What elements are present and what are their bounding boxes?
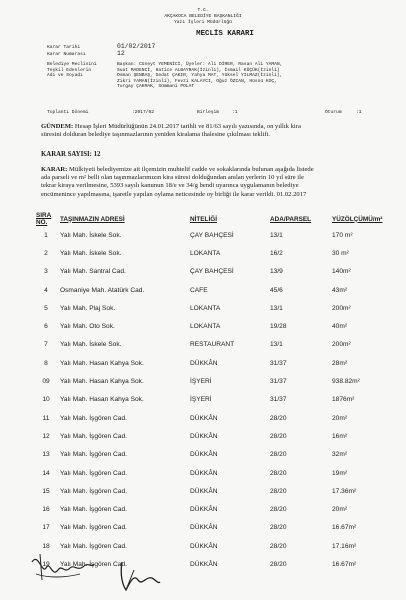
cell-yuzolcumu: 200m² bbox=[332, 341, 351, 349]
table-row bbox=[34, 226, 394, 244]
members-line: Suat MADENCİ, Hatice ALBAYRAK(İzinli), İsmail KÜÇÜK(İzinli) bbox=[117, 67, 280, 73]
karar-line: encümenince yapılmasına, işaretle yapılan oylama neticesinde oy birliği ile karar verildi. 01.02.2017 bbox=[41, 190, 307, 198]
header-adres: TAŞINMAZIN ADRESİ bbox=[60, 215, 125, 223]
meclis-labels bbox=[47, 62, 97, 79]
oturum-value: :1 bbox=[356, 110, 362, 115]
cell-adres: Osmaniye Mah. Atatürk Cad. bbox=[60, 286, 145, 294]
cell-sira-no: 15 bbox=[42, 487, 50, 495]
cell-ada-parsel: 28/20 bbox=[270, 469, 287, 477]
cell-ada-parsel: 31/37 bbox=[270, 359, 287, 367]
cell-adres: Yalı Mah. İşgören Cad. bbox=[60, 524, 127, 532]
members-line: Başkan: Cüneyt YEMENİCİ, Üyeler: Ali DİRER, Rasan Ali YAMAN, bbox=[117, 62, 283, 67]
meta-labels bbox=[47, 44, 86, 58]
meclis-label-2: Teşkil Edenlerin bbox=[47, 67, 92, 73]
cell-ada-parsel: 13/1 bbox=[270, 304, 283, 312]
cell-sira-no: 10 bbox=[42, 396, 50, 404]
cell-sira-no: 19 bbox=[42, 560, 50, 568]
table-row bbox=[34, 464, 394, 482]
toplanti-donemi-label: Toplantı Dönemi bbox=[47, 110, 89, 115]
cell-niteligi: DÜKKÂN bbox=[190, 487, 218, 495]
cell-adres: Yalı Mah. Santral Cad. bbox=[60, 268, 126, 276]
cell-ada-parsel: 13/9 bbox=[270, 268, 283, 276]
cell-adres: Yalı Mah. Hasan Kahya Sok. bbox=[60, 396, 144, 404]
cell-sira-no: 7 bbox=[44, 341, 48, 349]
cell-adres: Yalı Mah. İşgören Cad. bbox=[60, 432, 127, 440]
header-sira-no: SIRA NO. bbox=[36, 212, 52, 226]
karar-line: ada parseli ve m² belli olan taşınmazlarımızın kira süresi dolduğundan anılan yerlerin 10 yıl süre ile bbox=[41, 174, 304, 182]
cell-yuzolcumu: 19m² bbox=[332, 469, 348, 477]
birlesim-value: :1 bbox=[232, 110, 238, 115]
table-row bbox=[34, 427, 394, 445]
cell-ada-parsel: 28/20 bbox=[270, 432, 287, 440]
cell-niteligi: CAFE bbox=[190, 286, 208, 294]
cell-niteligi: LOKANTA bbox=[190, 304, 221, 312]
signature-right bbox=[116, 556, 162, 596]
cell-adres: Yalı Mah. İskele Sok. bbox=[60, 249, 122, 257]
table-row bbox=[34, 391, 394, 409]
cell-yuzolcumu: 200m² bbox=[332, 304, 351, 312]
cell-yuzolcumu: 170 m² bbox=[332, 231, 353, 239]
cell-adres: Yalı Mah. İskele Sok. bbox=[60, 231, 122, 239]
members-line: Turgay ÇAKMAK, Sümmani POLAT bbox=[117, 84, 195, 90]
toplanti-donemi-value: :2017/02 bbox=[132, 110, 155, 115]
cell-adres: Yalı Mah. İşgören Cad. bbox=[60, 542, 127, 550]
cell-ada-parsel: 16/2 bbox=[270, 249, 283, 257]
karar-sayisi: KARAR SAYISI: 12 bbox=[41, 151, 101, 158]
birlesim-label: Birleşim bbox=[197, 110, 220, 115]
gundem-line: Hesap İşleri Müdürlüğünün 24.01.2017 tarihli ve 81/63 sayılı yazısında, on yıllık kira bbox=[74, 123, 301, 130]
gundem-line: süresini dolduran belediye taşınmazlarının yeniden kiralama ihalesine çıkılması teklifi. bbox=[41, 131, 271, 139]
members-list bbox=[117, 62, 282, 90]
cell-ada-parsel: 45/6 bbox=[270, 286, 283, 294]
cell-niteligi: RESTAURANT bbox=[190, 341, 235, 349]
cell-sira-no: 16 bbox=[42, 506, 50, 514]
cell-ada-parsel: 19/28 bbox=[270, 323, 287, 331]
cell-ada-parsel: 28/20 bbox=[270, 451, 287, 459]
cell-yuzolcumu: 28m² bbox=[332, 359, 348, 367]
header-tc: T.C. bbox=[197, 8, 209, 13]
cell-adres: Yalı Mah. Plaj Sok. bbox=[60, 304, 116, 312]
cell-sira-no: 6 bbox=[44, 323, 48, 331]
header-municipality: AKÇAKOCA BELEDİYE BAŞKANLIĞI bbox=[164, 14, 242, 19]
cell-adres: Yalı Mah. İşgören Cad. bbox=[60, 506, 127, 514]
header-ada-parsel: ADA/PARSEL bbox=[270, 215, 312, 223]
table-row bbox=[34, 244, 394, 262]
cell-yuzolcumu: 16.67m² bbox=[332, 560, 357, 568]
cell-niteligi: DÜKKÂN bbox=[190, 542, 218, 550]
cell-sira-no: 11 bbox=[42, 414, 50, 422]
cell-sira-no: 17 bbox=[42, 524, 50, 532]
cell-niteligi: DÜKKÂN bbox=[190, 451, 218, 459]
cell-sira-no: 09 bbox=[42, 378, 50, 386]
cell-ada-parsel: 13/1 bbox=[270, 231, 283, 239]
members-line: Osman ŞENBAŞ, Sedat ÇAKIR, Yahya MAT, Yüksel YILMAZ(İzinli), bbox=[117, 73, 283, 79]
table-row bbox=[34, 317, 394, 335]
cell-niteligi: DÜKKÂN bbox=[190, 469, 218, 477]
cell-adres: Yalı Mah. İşgören Cad. bbox=[60, 469, 127, 477]
cell-sira-no: 14 bbox=[42, 469, 50, 477]
cell-adres: Yalı Mah. İşgören Cad. bbox=[60, 560, 127, 568]
cell-niteligi: DÜKKÂN bbox=[190, 414, 218, 422]
table-row bbox=[34, 482, 394, 500]
table-row bbox=[34, 354, 394, 372]
cell-sira-no: 2 bbox=[44, 249, 48, 257]
cell-ada-parsel: 28/20 bbox=[270, 487, 287, 495]
karar-line: tekrar kiraya verilmesine, 5393 sayılı kanunun 18/e ve 34/g bendi uyarınca uygulamanın belediye bbox=[41, 182, 299, 190]
table-row bbox=[34, 299, 394, 317]
cell-yuzolcumu: 43m² bbox=[332, 286, 348, 294]
meclis-label-1: Belediye Meclisini bbox=[47, 62, 97, 67]
karar-tarihi-label: Karar Tarihi bbox=[47, 45, 81, 50]
cell-ada-parsel: 13/1 bbox=[270, 341, 283, 349]
cell-adres: Yalı Mah. İşgören Cad. bbox=[60, 451, 127, 459]
cell-yuzolcumu: 40m² bbox=[332, 323, 348, 331]
cell-niteligi: ÇAY BAHÇESİ bbox=[190, 231, 234, 239]
cell-yuzolcumu: 17.36m² bbox=[332, 487, 357, 495]
table-row bbox=[34, 500, 394, 518]
cell-niteligi: DÜKKÂN bbox=[190, 524, 218, 532]
gundem-paragraph bbox=[41, 123, 301, 139]
cell-yuzolcumu: 32m² bbox=[332, 451, 348, 459]
cell-ada-parsel: 28/20 bbox=[270, 506, 287, 514]
cell-sira-no: 4 bbox=[44, 286, 48, 294]
cell-yuzolcumu: 20m² bbox=[332, 506, 348, 514]
cell-niteligi: DÜKKÂN bbox=[190, 359, 218, 367]
table-row bbox=[34, 409, 394, 427]
document-title: MECLİS KARARI bbox=[196, 30, 254, 38]
table-row bbox=[34, 263, 394, 281]
cell-adres: Yalı Mah. Hasan Kahya Sok. bbox=[60, 359, 144, 367]
cell-adres: Yalı Mah. İskele Sok. bbox=[60, 341, 122, 349]
members-line: Zikri YAMAN(İzinli), Fevzi KALAYCI, Oğuz ÖZCAN, Hüsnü KOÇ, bbox=[117, 78, 277, 84]
cell-adres: Yalı Mah. Oto Sok. bbox=[60, 323, 115, 331]
cell-sira-no: 12 bbox=[42, 432, 50, 440]
cell-niteligi: LOKANTA bbox=[190, 323, 221, 331]
cell-ada-parsel: 28/20 bbox=[270, 560, 287, 568]
property-table bbox=[34, 212, 394, 574]
meclis-label-3: Adı ve Soyadı bbox=[47, 73, 83, 79]
table-header-row bbox=[34, 212, 394, 226]
header-yuzolcumu: YÜZÖLÇÜMÜ/m² bbox=[332, 215, 383, 223]
cell-sira-no: 1 bbox=[44, 231, 48, 239]
cell-ada-parsel: 28/20 bbox=[270, 524, 287, 532]
cell-yuzolcumu: 17.16m² bbox=[332, 542, 357, 550]
oturum-label: Oturum bbox=[325, 110, 342, 115]
cell-yuzolcumu: 1876m² bbox=[332, 396, 355, 404]
cell-ada-parsel: 31/37 bbox=[270, 396, 287, 404]
cell-niteligi: DÜKKÂN bbox=[190, 432, 218, 440]
cell-adres: Yalı Mah. İşgören Cad. bbox=[60, 414, 127, 422]
cell-sira-no: 3 bbox=[44, 268, 48, 276]
table-row bbox=[34, 372, 394, 390]
meta-values bbox=[117, 43, 155, 57]
cell-niteligi: ÇAY BAHÇESİ bbox=[190, 268, 234, 276]
cell-ada-parsel: 28/20 bbox=[270, 542, 287, 550]
karar-line: Mülkiyeti belediyemize ait ilçemizin muhtelif cadde ve sokaklarında bulunan aşağıda listede bbox=[69, 166, 314, 173]
header-niteligi: NİTELİĞİ bbox=[190, 215, 217, 223]
signature-left bbox=[28, 544, 98, 590]
cell-yuzolcumu: 16m² bbox=[332, 432, 348, 440]
header-department: Yazı İşleri Müdürlüğü bbox=[174, 20, 232, 25]
cell-niteligi: İŞYERİ bbox=[190, 378, 212, 386]
cell-yuzolcumu: 20m² bbox=[332, 414, 348, 422]
table-row bbox=[34, 336, 394, 354]
karar-label: KARAR: bbox=[41, 166, 68, 173]
cell-yuzolcumu: 938.82m² bbox=[332, 378, 360, 386]
karar-numarasi-value: 12 bbox=[117, 50, 125, 57]
cell-yuzolcumu: 30 m² bbox=[332, 249, 349, 257]
cell-niteligi: DÜKKÂN bbox=[190, 506, 218, 514]
table-row bbox=[34, 446, 394, 464]
karar-numarasi-label: Karar Numarası bbox=[47, 52, 86, 57]
karar-paragraph bbox=[41, 166, 314, 199]
cell-adres: Yalı Mah. Hasan Kahya Sok. bbox=[60, 378, 144, 386]
cell-yuzolcumu: 140m² bbox=[332, 268, 351, 276]
cell-sira-no: 8 bbox=[44, 359, 48, 367]
table-row bbox=[34, 519, 394, 537]
cell-sira-no: 18 bbox=[42, 542, 50, 550]
cell-niteligi: LOKANTA bbox=[190, 249, 221, 257]
gundem-label: GÜNDEM: bbox=[41, 123, 74, 130]
cell-sira-no: 13 bbox=[42, 451, 50, 459]
cell-ada-parsel: 28/20 bbox=[270, 414, 287, 422]
cell-ada-parsel: 31/37 bbox=[270, 378, 287, 386]
cell-niteligi: İŞYERİ bbox=[190, 396, 212, 404]
table-row bbox=[34, 281, 394, 299]
cell-yuzolcumu: 16.67m² bbox=[332, 524, 357, 532]
karar-tarihi-value: 01/02/2017 bbox=[117, 43, 156, 50]
cell-sira-no: 5 bbox=[44, 304, 48, 312]
cell-adres: Yalı Mah. İşgören Cad. bbox=[60, 487, 127, 495]
cell-niteligi: DÜKKÂN bbox=[190, 560, 218, 568]
